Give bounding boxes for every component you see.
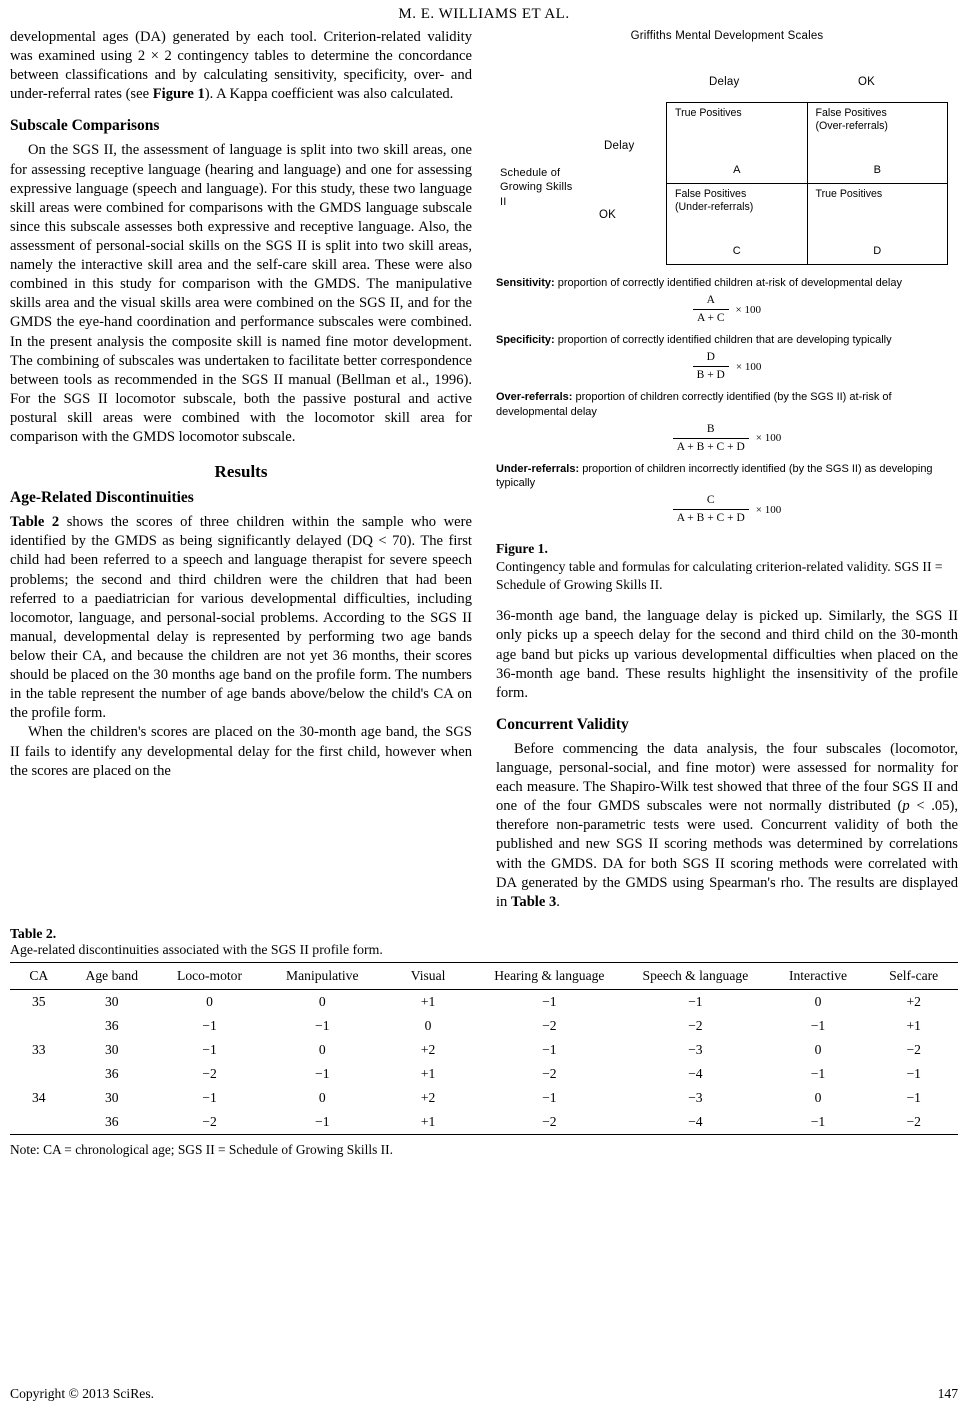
cell-label: False Positives	[675, 188, 747, 200]
cell-manipulative: 0	[318, 1089, 326, 1105]
cell-age-band: 30	[104, 1041, 119, 1057]
running-head: M. E. WILLIAMS ET AL.	[398, 6, 570, 22]
cell-loco-motor: −1	[202, 1089, 217, 1105]
cell-true-positives-d	[807, 184, 948, 265]
table-header-interactive: Interactive	[788, 967, 848, 983]
cell-self-care: −1	[906, 1089, 921, 1105]
cell-interactive: −1	[810, 1017, 826, 1033]
formula-description: proportion of children incorrectly identified (by the SGS II) as developing typically	[496, 462, 933, 490]
axis-label-line-1: Schedule of	[500, 167, 561, 179]
table-row	[10, 1062, 958, 1086]
cell-loco-motor: −2	[202, 1065, 217, 1081]
cell-age-band: 30	[104, 1089, 119, 1105]
heading-results: Results	[214, 462, 268, 482]
table-header-hearing-language: Hearing & language	[494, 967, 605, 983]
cell-loco-motor: −1	[202, 1017, 217, 1033]
column-header-ok: OK	[858, 76, 876, 88]
figure-caption-text: Contingency table and formulas for calculating criterion-related validity. SGS II = Schedule of Growing Skills II.	[496, 558, 943, 592]
row-header-ok: OK	[599, 209, 617, 221]
table-header-speech-language: Speech & language	[642, 967, 749, 983]
cell-visual: +1	[420, 1113, 436, 1129]
cell-loco-motor: 0	[206, 993, 213, 1009]
formula-over-referrals-label	[496, 390, 958, 419]
formula-name: Over-referrals:	[496, 391, 573, 404]
cell-hearing-language: −2	[542, 1113, 557, 1129]
paragraph-table2-reference	[10, 513, 472, 723]
table-2-block	[10, 926, 958, 1158]
cell-interactive: 0	[814, 993, 822, 1009]
para-text: Before commencing the data analysis, the four subscales (locomotor, language, personal-social, and fine motor) were assessed for normality for each measure. The Shapiro-Wilk test showed that three of the four SGS II and one of the four GMDS subscales were not normally distributed (	[496, 740, 958, 815]
axis-label-line-3: II	[500, 195, 507, 208]
page-footer	[10, 1386, 958, 1402]
table-row	[10, 1014, 958, 1038]
cell-ca: 33	[31, 1041, 46, 1057]
cell-ca	[10, 1110, 68, 1135]
table-header-manipulative: Manipulative	[286, 967, 359, 983]
page-number: 147	[937, 1386, 958, 1401]
cell-self-care: +1	[906, 1017, 921, 1033]
formula-specificity-label	[496, 333, 958, 347]
fraction	[673, 422, 749, 455]
table-row	[10, 989, 958, 1014]
formula-under-referrals-equation	[496, 493, 958, 526]
cell-interactive: −1	[810, 1113, 826, 1129]
cell-true-positives-a	[667, 103, 808, 184]
cell-visual: +1	[420, 993, 436, 1009]
figure-1	[496, 30, 958, 593]
heading-concurrent-validity: Concurrent Validity	[496, 715, 629, 733]
left-column	[10, 28, 472, 912]
table-header-ca: CA	[29, 967, 49, 983]
table-header-row	[10, 962, 958, 989]
para-text: shows the scores of three children within the sample who were identified by the GMDS as being significantly delayed (DQ < 70). The first child had been referred to a speech and language therapist for severe speech problems; the second and third children were the children that had been referred to a paediatrician for various developmental difficulties, including locomotor, language, and personal-social problems. According to the SGS II manual, developmental delay is represented by performing two age bands below their CA, and because the children are not yet 36 months, their scores should be placed on the 30 months age band on the profile form. The numbers in the table represent the number of age bands above/below the child's CA on the profile form.	[10, 514, 472, 722]
para-text: developmental ages (DA) generated by each tool. Criterion-related validity was examined using 2 × 2 contingency tables to determine the concordance between classifications and by calculating sensitivity, specificity, over- and under-referral rates (see	[10, 29, 472, 103]
cell-visual: +1	[420, 1065, 436, 1081]
axis-label-sgs-ii	[500, 166, 573, 209]
cell-label: True Positives	[815, 188, 883, 200]
cell-manipulative: 0	[318, 993, 326, 1009]
cell-false-positives-b	[807, 103, 948, 184]
formula-over-referrals-equation	[496, 422, 958, 455]
denominator: A + B + C + D	[676, 440, 745, 453]
heading-subscale-comparisons: Subscale Comparisons	[10, 117, 160, 135]
cell-manipulative: −1	[315, 1065, 330, 1081]
table-row	[10, 1038, 958, 1062]
figure-1-caption	[496, 540, 958, 593]
figure-heading-gmds: Griffiths Mental Development Scales	[630, 30, 824, 42]
contingency-table-diagram	[496, 54, 958, 269]
cell-manipulative: −1	[315, 1017, 330, 1033]
para-text-end: .	[556, 893, 560, 910]
figure-1-reference: Figure 1	[152, 86, 205, 103]
contingency-2x2-table	[666, 102, 948, 265]
paragraph-developmental-ages	[10, 28, 472, 104]
table-2-body	[10, 989, 958, 1134]
column-header-delay: Delay	[709, 76, 740, 88]
formula-under-referrals-label	[496, 462, 958, 491]
para-text-cont: < .05), therefore non-parametric tests were used. Concurrent validity of both the published and new SGS II scoring methods was determined by correlations with the GMDS. DA for both SGS II scoring methods were correlated with DA generated by the GMDS using Spearman's rho. The results are displayed in	[496, 798, 958, 910]
formula-description: proportion of children correctly identified (by the SGS II) at-risk of developmental delay	[496, 391, 892, 418]
cell-age-band: 36	[104, 1017, 119, 1033]
table-2-reference: Table 2	[10, 514, 60, 531]
table-2-caption: Age-related discontinuities associated with the SGS II profile form.	[10, 941, 383, 957]
formula-name: Specificity:	[496, 334, 555, 347]
two-column-body	[10, 28, 958, 912]
formula-specificity-equation	[496, 350, 958, 383]
table-2-head	[10, 962, 958, 989]
cell-false-positives-c	[667, 184, 808, 265]
copyright-notice: Copyright © 2013 SciRes.	[10, 1386, 155, 1401]
contingency-row-delay	[667, 103, 948, 184]
cell-self-care: −2	[906, 1041, 921, 1057]
right-column	[496, 28, 958, 912]
heading-age-related-discontinuities: Age-Related Discontinuities	[10, 489, 194, 507]
fraction	[693, 293, 729, 326]
cell-speech-language: −4	[688, 1065, 703, 1081]
table-row	[10, 1086, 958, 1110]
cell-letter: A	[733, 164, 741, 177]
cell-age-band: 36	[104, 1065, 119, 1081]
table-header-loco-motor: Loco-motor	[177, 967, 242, 983]
numerator: B	[673, 422, 749, 439]
cell-ca	[10, 1014, 68, 1038]
formula-name: Sensitivity:	[496, 277, 555, 289]
cell-visual: 0	[424, 1017, 432, 1033]
paragraph-subscale-body: On the SGS II, the assessment of language is split into two skill areas, one for assessing receptive language (hearing and language) and one for assessing expressive language (speech and language). For this study, these two language skill areas were combined for comparisons with the GMDS language subscale since this subscale assesses both expressive and receptive language. Also, the assessment of personal-social skills on the SGS II is split into two skill areas, namely the interactive skill area and the self-care skill area. These were also combined in this study for comparison with the GMDS. The manipulative skills area and the visual skills area were combined on the SGS II, and for the GMDS the eye-hand coordination and performance subscales were combined. In the present analysis the composite skill is named fine motor development. The combining of subscales was undertaken to facilitate better correspondence between tools as recommended in the SGS II manual (Bellman et al., 1996). For the SGS II locomotor subscale, both the passive postural and active postural skill areas were combined with the locomotor skill area for comparison with the GMDS locomotor subscale.	[10, 142, 472, 446]
multiplier: × 100	[755, 503, 782, 516]
cell-letter: B	[873, 164, 881, 177]
paragraph-concurrent-validity	[496, 740, 958, 912]
denominator: B + D	[696, 369, 725, 382]
multiplier: × 100	[735, 360, 762, 373]
cell-hearing-language: −2	[542, 1065, 557, 1081]
cell-hearing-language: −1	[542, 993, 557, 1009]
paragraph-36month-band: 36-month age band, the language delay is picked up. Similarly, the SGS II only picks up a speech delay for the second and third child on the 30-month age band but picks up various developmental difficulties when placed on the 36-month age band. These results highlight the insensitivity of the profile form.	[496, 608, 958, 701]
cell-hearing-language: −1	[542, 1089, 557, 1105]
formula-sensitivity-label	[496, 276, 958, 290]
cell-interactive: 0	[814, 1041, 822, 1057]
row-header-delay: Delay	[604, 140, 635, 152]
cell-visual: +2	[420, 1041, 436, 1057]
cell-speech-language: −1	[688, 993, 703, 1009]
cell-speech-language: −2	[688, 1017, 703, 1033]
multiplier: × 100	[735, 303, 762, 316]
cell-letter: D	[873, 245, 882, 258]
cell-speech-language: −4	[688, 1113, 703, 1129]
cell-interactive: 0	[814, 1089, 822, 1105]
formula-sensitivity-equation	[496, 293, 958, 326]
cell-ca: 34	[31, 1089, 46, 1105]
cell-ca	[10, 1062, 68, 1086]
multiplier: × 100	[755, 432, 782, 445]
cell-interactive: −1	[810, 1065, 826, 1081]
numerator: C	[673, 493, 749, 510]
statistic-symbol-p: p	[902, 798, 910, 815]
table-header-visual: Visual	[410, 967, 446, 983]
cell-label: False Positives	[815, 107, 887, 119]
cell-letter: C	[732, 245, 741, 258]
table-3-reference: Table 3	[511, 893, 557, 910]
cell-loco-motor: −1	[202, 1041, 217, 1057]
paragraph-30month-band: When the children's scores are placed on the 30-month age band, the SGS II fails to identify any developmental delay for the first child, however when the scores are placed on the	[10, 724, 472, 779]
cell-sublabel: (Over-referrals)	[815, 120, 888, 133]
cell-self-care: +2	[906, 993, 921, 1009]
formula-list	[496, 276, 958, 526]
cell-visual: +2	[420, 1089, 436, 1105]
cell-loco-motor: −2	[202, 1113, 217, 1129]
formula-description: proportion of correctly identified children at-risk of developmental delay	[554, 277, 902, 289]
fraction	[673, 493, 749, 526]
table-row	[10, 1110, 958, 1135]
para-text-end: ). A Kappa coefficient was also calculated.	[204, 86, 454, 103]
figure-caption-label: Figure 1.	[496, 541, 548, 557]
cell-self-care: −1	[906, 1065, 921, 1081]
denominator: A + C	[696, 312, 725, 325]
table-header-self-care: Self-care	[889, 967, 939, 983]
fraction	[693, 350, 729, 383]
cell-manipulative: −1	[315, 1113, 330, 1129]
cell-self-care: −2	[906, 1113, 921, 1129]
cell-ca: 35	[31, 993, 46, 1009]
numerator: A	[693, 293, 729, 310]
cell-age-band: 30	[104, 993, 119, 1009]
cell-manipulative: 0	[318, 1041, 326, 1057]
cell-hearing-language: −2	[542, 1017, 557, 1033]
formula-description: proportion of correctly identified children that are developing typically	[554, 334, 892, 347]
cell-hearing-language: −1	[542, 1041, 557, 1057]
table-2	[10, 962, 958, 1135]
contingency-row-ok	[667, 184, 948, 265]
cell-label: True Positives	[675, 107, 742, 119]
cell-speech-language: −3	[688, 1041, 703, 1057]
cell-sublabel: (Under-referrals)	[675, 201, 754, 214]
table-2-label: Table 2.	[10, 925, 57, 941]
numerator: D	[693, 350, 729, 367]
cell-speech-language: −3	[688, 1089, 703, 1105]
axis-label-line-2: Growing Skills	[500, 181, 573, 194]
denominator: A + B + C + D	[676, 512, 745, 525]
formula-name: Under-referrals:	[496, 462, 580, 475]
cell-age-band: 36	[104, 1113, 119, 1129]
table-2-note: Note: CA = chronological age; SGS II = Schedule of Growing Skills II.	[10, 1141, 393, 1157]
table-header-age-band: Age band	[85, 967, 139, 983]
